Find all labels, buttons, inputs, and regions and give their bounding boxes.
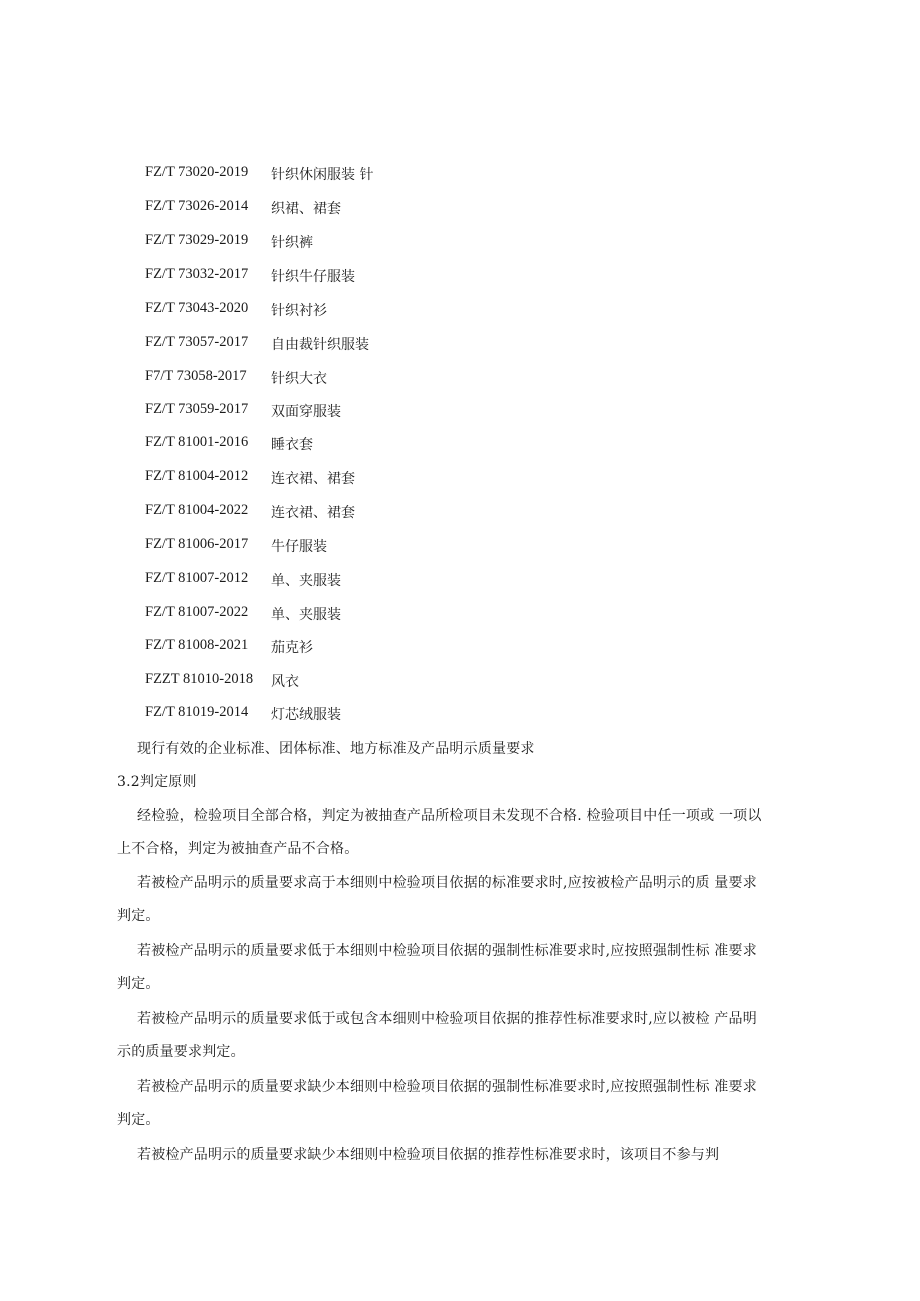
standard-name: 自由裁针织服装	[271, 337, 369, 353]
standard-code: FZ/T 73043-2020	[145, 300, 249, 316]
standard-name: 茄克衫	[271, 640, 313, 656]
other-standards-line: 现行有效的企业标准、团体标准、地方标准及产品明示质量要求	[137, 741, 535, 757]
standard-code: FZ/T 81004-2012	[145, 468, 249, 484]
paragraph-line: 判定。	[117, 908, 160, 924]
paragraph-line: 上不合格，判定为被抽查产品不合格。	[117, 841, 359, 857]
paragraph-line: 若被检产品明示的质量要求高于本细则中检验项目依据的标准要求时,应按被检产品明示的质 量要求	[137, 875, 757, 891]
standard-code: FZZT 81010-2018	[145, 671, 254, 687]
paragraph-line: 判定。	[117, 976, 160, 992]
standard-name: 针织衬衫	[271, 303, 327, 319]
paragraph-line: 经检验，检验项目全部合格，判定为被抽查产品所检项目未发现不合格. 检验项目中任一项或 一项以	[137, 808, 762, 824]
standard-code: FZ/T 81001-2016	[145, 434, 249, 450]
standard-code: FZ/T 73026-2014	[145, 198, 249, 214]
standard-name: 针织裤	[271, 235, 313, 251]
standard-name: 灯芯绒服装	[271, 707, 341, 723]
standard-name: 连衣裙、裙套	[271, 505, 355, 521]
paragraph-line: 示的质量要求判定。	[117, 1044, 245, 1060]
paragraph-line: 判定。	[117, 1112, 160, 1128]
standard-name: 单、夹服装	[271, 607, 341, 623]
standard-code: FZ/T 73020-2019	[145, 164, 249, 180]
standard-code: FZ/T 73029-2019	[145, 232, 249, 248]
standard-code: F7/T 73058-2017	[145, 368, 247, 384]
standard-code: FZ/T 73057-2017	[145, 334, 249, 350]
standard-name: 织裙、裙套	[271, 201, 341, 217]
standard-name: 风衣	[271, 674, 299, 690]
standard-name: 睡衣套	[271, 437, 313, 453]
standard-name: 牛仔服装	[271, 539, 327, 555]
standard-code: FZ/T 73059-2017	[145, 401, 249, 417]
standard-code: FZ/T 81019-2014	[145, 704, 249, 720]
standard-name: 双面穿服装	[271, 404, 341, 420]
standard-name: 针织休闲服装 针	[271, 167, 374, 183]
section-title: 3.2判定原则	[117, 774, 197, 790]
paragraph-line: 若被检产品明示的质量要求低于或包含本细则中检验项目依据的推荐性标准要求时,应以被检 产品明	[137, 1011, 757, 1027]
standard-name: 针织大衣	[271, 371, 327, 387]
standard-code: FZ/T 73032-2017	[145, 266, 249, 282]
standard-code: FZ/T 81007-2012	[145, 570, 249, 586]
paragraph-line: 若被检产品明示的质量要求低于本细则中检验项目依据的强制性标准要求时,应按照强制性标 准要求	[137, 943, 757, 959]
paragraph-line: 若被检产品明示的质量要求缺少本细则中检验项目依据的推荐性标准要求时，该项目不参与判	[137, 1147, 720, 1163]
standard-code: FZ/T 81006-2017	[145, 536, 249, 552]
standard-name: 针织牛仔服装	[271, 269, 355, 285]
standard-code: FZ/T 81008-2021	[145, 637, 249, 653]
paragraph-line: 若被检产品明示的质量要求缺少本细则中检验项目依据的强制性标准要求时,应按照强制性标 准要求	[137, 1079, 757, 1095]
standard-name: 连衣裙、裙套	[271, 471, 355, 487]
standard-name: 单、夹服装	[271, 573, 341, 589]
standard-code: FZ/T 81004-2022	[145, 502, 249, 518]
standard-code: FZ/T 81007-2022	[145, 604, 249, 620]
